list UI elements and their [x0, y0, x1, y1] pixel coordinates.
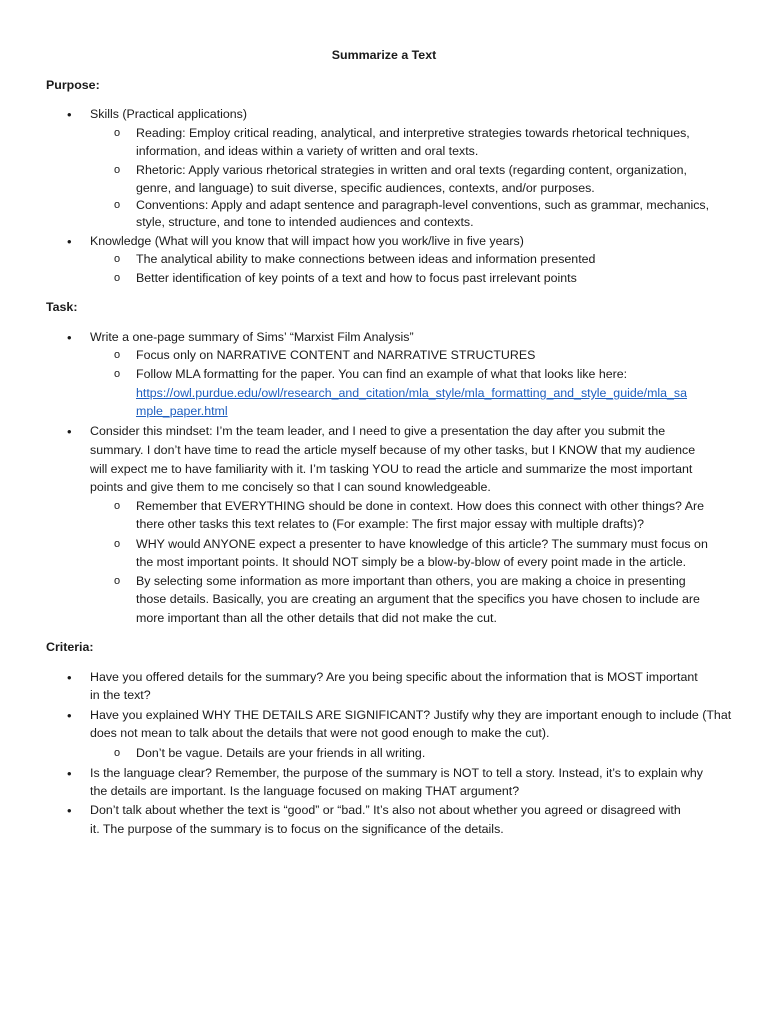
document-title: Summarize a Text	[331, 48, 437, 62]
good-bad-item-line-1: Don’t talk about whether the text is “good” or “bad.” It’s also not about whether you agreed or disagreed with	[90, 803, 681, 817]
bullet-marker: •	[67, 107, 72, 122]
sub-bullet-marker: o	[114, 538, 121, 550]
bullet-marker: •	[67, 670, 72, 685]
conventions-item-line-1: Conventions: Apply and adapt sentence and paragraph-level conventions, such as grammar, mechanics,	[136, 198, 710, 212]
offered-item-line-1: Have you offered details for the summary? Are you being specific about the information that is MOST important	[90, 670, 698, 684]
mla-sample-link-continued[interactable]: mple_paper.html	[136, 404, 228, 418]
language-item-line-2: the details are important. Is the language focused on making THAT argument?	[90, 784, 520, 798]
task-heading: Task:	[46, 300, 78, 314]
bullet-marker: •	[67, 803, 72, 818]
reading-item-line-2: information, and ideas within a variety of written and oral texts.	[136, 144, 479, 158]
conventions-item-line-2: style, structure, and tone to intended audiences and contexts.	[136, 215, 474, 229]
why-item-line-2: the most important points. It should NOT simply be a blow-by-blow of every point made in the article.	[136, 555, 687, 569]
rhetoric-item-line-2: genre, and language) to suit diverse, specific audiences, contexts, and/or purposes.	[136, 181, 595, 195]
sub-bullet-marker: o	[114, 199, 121, 211]
consider-item-line-2: summary. I don’t have time to read the article myself because of my other tasks, but I KNOW that my audience	[90, 443, 696, 457]
rhetoric-item-line-1: Rhetoric: Apply various rhetorical strategies in written and oral texts (regarding content, organization,	[136, 163, 687, 177]
sub-bullet-marker: o	[114, 747, 121, 759]
explained-item-line-2: does not mean to talk about the details that were not good enough to make the cut).	[90, 726, 550, 740]
knowledge-item: Knowledge (What will you know that will impact how you work/live in five years)	[90, 234, 524, 248]
selecting-item-line-2: those details. Basically, you are creating an argument that the specifics you have chosen to include are	[136, 592, 700, 606]
sub-bullet-marker: o	[114, 272, 121, 284]
reading-item-line-1: Reading: Employ critical reading, analytical, and interpretive strategies towards rhetorical techniques,	[136, 126, 690, 140]
sub-bullet-marker: o	[114, 368, 121, 380]
bullet-marker: •	[67, 234, 72, 249]
sub-bullet-marker: o	[114, 164, 121, 176]
write-summary-item: Write a one-page summary of Sims’ “Marxist Film Analysis”	[90, 330, 414, 344]
skills-item: Skills (Practical applications)	[90, 107, 248, 121]
consider-item-line-4: points and give them to me concisely so that I can sound knowledgeable.	[90, 480, 491, 494]
remember-item-line-1: Remember that EVERYTHING should be done in context. How does this connect with other things? Are	[136, 499, 704, 513]
bullet-marker: •	[67, 424, 72, 439]
sub-bullet-marker: o	[114, 575, 121, 587]
mla-item: Follow MLA formatting for the paper. You can find an example of what that looks like here:	[136, 367, 628, 381]
bullet-marker: •	[67, 708, 72, 723]
focus-item: Focus only on NARRATIVE CONTENT and NARRATIVE STRUCTURES	[136, 348, 536, 362]
vague-item: Don’t be vague. Details are your friends in all writing.	[136, 746, 426, 760]
selecting-item-line-3: more important than all the other details that did not make the cut.	[136, 611, 497, 625]
identification-item: Better identification of key points of a text and how to focus past irrelevant points	[136, 271, 577, 285]
explained-item-line-1: Have you explained WHY THE DETAILS ARE SIGNIFICANT? Justify why they are important enough to include (That	[90, 708, 732, 722]
language-item-line-1: Is the language clear? Remember, the purpose of the summary is NOT to tell a story. Instead, it’s to explain why	[90, 766, 703, 780]
sub-bullet-marker: o	[114, 253, 121, 265]
criteria-heading: Criteria:	[46, 640, 94, 654]
good-bad-item-line-2: it. The purpose of the summary is to focus on the significance of the details.	[90, 822, 504, 836]
mla-sample-link[interactable]: https://owl.purdue.edu/owl/research_and_citation/mla_style/mla_formatting_and_style_guide/mla_sa	[136, 386, 688, 400]
selecting-item-line-1: By selecting some information as more important than others, you are making a choice in presenting	[136, 574, 686, 588]
purpose-heading: Purpose:	[46, 78, 100, 92]
sub-bullet-marker: o	[114, 500, 121, 512]
sub-bullet-marker: o	[114, 349, 121, 361]
remember-item-line-2: there other tasks this text relates to (For example: The first major essay with multiple drafts)?	[136, 517, 644, 531]
sub-bullet-marker: o	[114, 127, 121, 139]
analytical-item: The analytical ability to make connections between ideas and information presented	[136, 252, 596, 266]
why-item-line-1: WHY would ANYONE expect a presenter to have knowledge of this article? The summary must focus on	[136, 537, 708, 551]
consider-item-line-3: will expect me to have familiarity with it. I’m tasking YOU to read the article and summarize the most important	[90, 462, 693, 476]
bullet-marker: •	[67, 330, 72, 345]
bullet-marker: •	[67, 766, 72, 781]
offered-item-line-2: in the text?	[90, 688, 151, 702]
consider-item-line-1: Consider this mindset: I’m the team leader, and I need to give a presentation the day after you submit the	[90, 424, 666, 438]
